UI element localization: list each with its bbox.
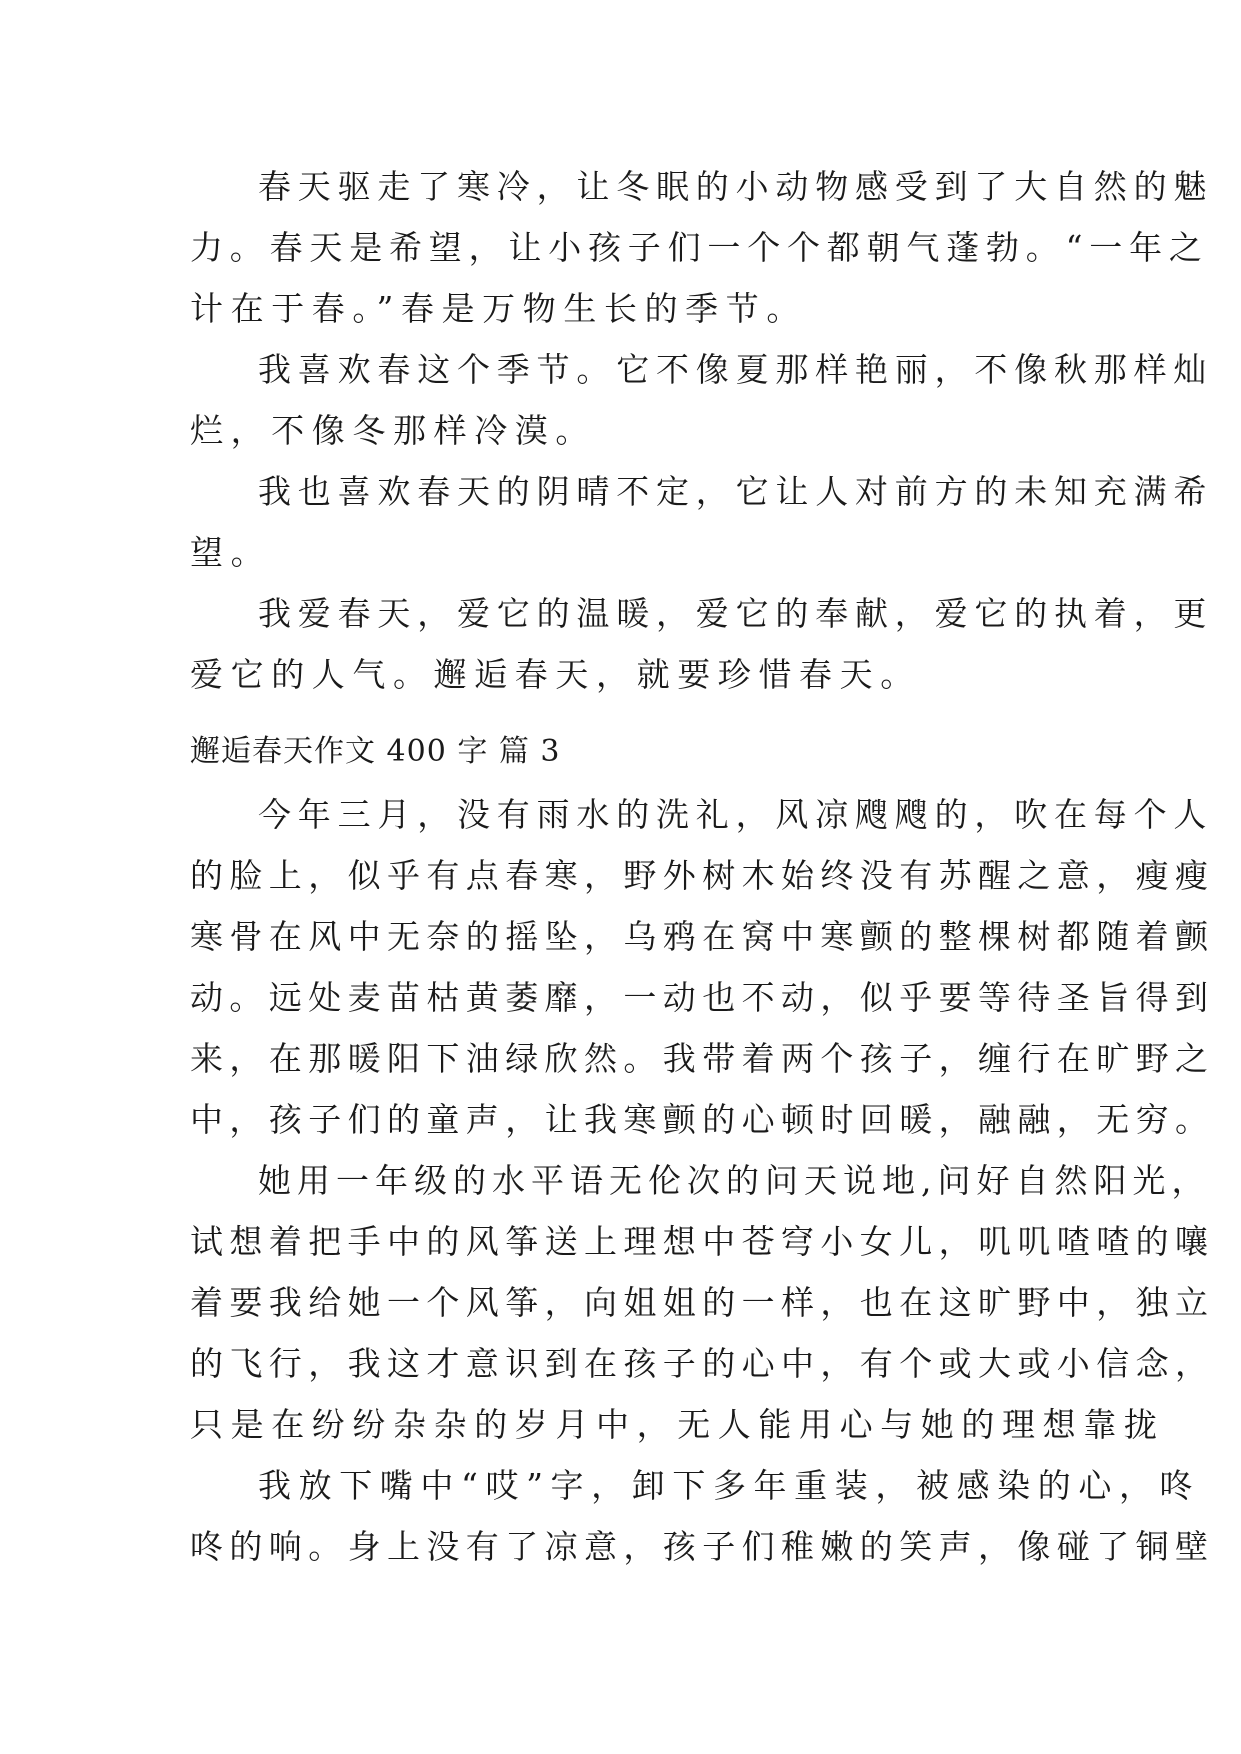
paragraph-line: 我爱春天，爱它的温暖，爱它的奉献，爱它的执着，更: [258, 594, 1214, 633]
paragraph-line: 爱它的人气。邂逅春天，就要珍惜春天。: [190, 655, 921, 694]
paragraph-line: 来，在那暖阳下油绿欣然。我带着两个孩子，缠行在旷野之: [190, 1039, 1215, 1078]
paragraph-line: 我放下嘴中“哎”字，卸下多年重装，被感染的心，咚: [258, 1466, 1201, 1505]
paragraph-line: 力。春天是希望，让小孩子们一个个都朝气蓬勃。“一年之: [190, 228, 1209, 267]
paragraph-line: 我喜欢春这个季节。它不像夏那样艳丽，不像秋那样灿: [258, 350, 1214, 389]
paragraph-line: 烂，不像冬那样冷漠。: [190, 411, 596, 450]
section-heading: 邂逅春天作文 400 字 篇 3: [190, 734, 561, 769]
paragraph-line: 今年三月，没有雨水的洗礼，风凉飕飕的，吹在每个人: [258, 795, 1214, 834]
paragraph-line: 她用一年级的水平语无伦次的问天说地,问好自然阳光，: [258, 1161, 1211, 1200]
paragraph-line: 着要我给她一个风筝，向姐姐的一样，也在这旷野中，独立: [190, 1283, 1215, 1322]
paragraph-line: 寒骨在风中无奈的摇坠，乌鸦在窝中寒颤的整棵树都随着颤: [190, 917, 1215, 956]
paragraph-line: 计在于春。”春是万物生长的季节。: [190, 289, 807, 328]
paragraph-line: 望。: [190, 533, 272, 572]
paragraph-line: 咚的响。身上没有了凉意，孩子们稚嫩的笑声，像碰了铜壁: [190, 1527, 1215, 1566]
paragraph-line: 只是在纷纷杂杂的岁月中，无人能用心与她的理想靠拢: [190, 1405, 1165, 1444]
paragraph-line: 试想着把手中的风筝送上理想中苍穹小女儿，叽叽喳喳的嚷: [190, 1222, 1215, 1261]
paragraph-line: 的脸上，似乎有点春寒，野外树木始终没有苏醒之意，瘦瘦: [190, 856, 1215, 895]
paragraph-line: 动。远处麦苗枯黄萎靡，一动也不动，似乎要等待圣旨得到: [190, 978, 1215, 1017]
paragraph-line: 的飞行，我这才意识到在孩子的心中，有个或大或小信念，: [190, 1344, 1215, 1383]
paragraph-line: 中，孩子们的童声，让我寒颤的心顿时回暖，融融，无穷。: [190, 1100, 1215, 1139]
paragraph-line: 我也喜欢春天的阴晴不定，它让人对前方的未知充满希: [258, 472, 1214, 511]
paragraph-line: 春天驱走了寒冷，让冬眠的小动物感受到了大自然的魅: [258, 167, 1214, 206]
